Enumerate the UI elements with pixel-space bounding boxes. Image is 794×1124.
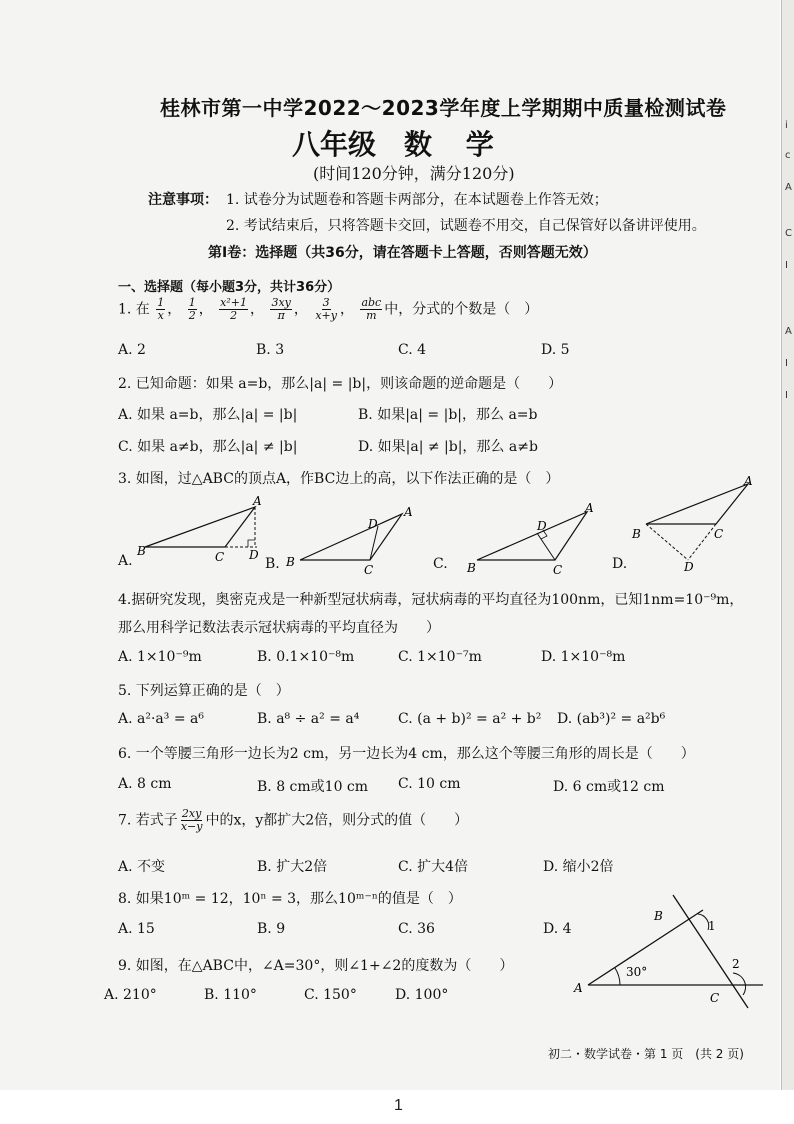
notes-item-1: 1. 试卷分为试题卷和答题卡两部分，在本试题卷上作答无效； xyxy=(226,192,608,208)
q8-option-c: C. 36 xyxy=(398,921,435,937)
q3-option-a: A. xyxy=(118,553,133,569)
q4-line-1: 4.据研究发现，奥密克戎是一种新型冠状病毒，冠状病毒的平均直径为100nm，已知1nm=10⁻⁹m， xyxy=(118,592,744,608)
adjacent-page-edge: i c A C I A I I xyxy=(781,0,794,1090)
svg-text:C: C xyxy=(553,563,563,575)
q3-option-b: B. xyxy=(265,556,280,572)
svg-text:C: C xyxy=(215,550,225,564)
page-footer: 初二・数学试卷・第 1 页 (共 2 页) xyxy=(548,1047,744,1061)
q2-option-d: D. 如果|a| ≠ |b|，那么 a≠b xyxy=(358,439,538,455)
q5-stem: 5. 下列运算正确的是（ ） xyxy=(118,683,290,699)
q2-option-c: C. 如果 a≠b，那么|a| ≠ |b| xyxy=(118,439,298,455)
exam-title: 桂林市第一中学2022～2023学年度上学期期中质量检测试卷 xyxy=(160,96,727,120)
svg-text:1: 1 xyxy=(708,919,716,933)
q1-frac-5: $\frac{3}{x+y}$ xyxy=(315,296,337,322)
svg-text:B: B xyxy=(632,527,641,541)
q1-frac-3: $\frac{\text{x²+1}}{2}$ xyxy=(220,296,248,322)
q8-option-a: A. 15 xyxy=(118,921,155,937)
svg-text:B: B xyxy=(467,561,476,575)
q4-option-c: C. 1×10⁻⁷m xyxy=(398,649,482,665)
q6-option-b: B. 8 cm或10 cm xyxy=(257,779,369,795)
svg-text:C: C xyxy=(710,991,720,1005)
q4-option-d: D. 1×10⁻⁸m xyxy=(541,649,626,665)
q9-option-b: B. 110° xyxy=(204,987,257,1003)
svg-text:A: A xyxy=(585,501,594,515)
part1-title: 第Ⅰ卷：选择题（共36分，请在答题卡上答题，否则答题无效） xyxy=(208,245,597,261)
q9-option-a: A. 210° xyxy=(104,987,157,1003)
q7-stem: 7. 若式子 $\frac{2xy}{x-y}$ 中的x，y都扩大2倍，则分式的值（ ） xyxy=(118,807,469,833)
q1-frac-1: $\frac{1}{x}$ xyxy=(157,296,165,322)
q3-option-c: C. xyxy=(433,556,448,572)
q7-frac: $\frac{2xy}{x-y}$ xyxy=(180,807,203,833)
q1-prefix: 1. 在 xyxy=(118,301,150,318)
svg-text:D: D xyxy=(249,548,259,562)
svg-text:B: B xyxy=(286,555,295,569)
q9-stem: 9. 如图，在△ABC中，∠A=30°，则∠1+∠2的度数为（ ） xyxy=(118,958,514,974)
q3-figure-d xyxy=(628,472,768,572)
q2-option-b: B. 如果|a| = |b|，那么 a=b xyxy=(358,407,538,423)
q3-figure-b xyxy=(282,502,422,577)
q6-option-c: C. 10 cm xyxy=(398,776,461,792)
section1-title: 一、选择题（每小题3分，共计36分） xyxy=(118,280,341,295)
q7-option-c: C. 扩大4倍 xyxy=(398,859,469,875)
notes-item-2: 2. 考试结束后，只将答题卡交回，试题卷不用交，自己保管好以备讲评使用。 xyxy=(226,218,706,234)
q1-frac-2: $\frac{1}{2}$ xyxy=(188,296,196,322)
svg-text:A: A xyxy=(744,474,753,488)
q7-option-a: A. 不变 xyxy=(118,859,166,875)
q2-stem: 2. 已知命题：如果 a=b，那么|a| = |b|，则该命题的逆命题是（ ） xyxy=(118,376,563,392)
q1-frac-6: $\frac{\text{abc}}{m}$ xyxy=(361,296,382,322)
q4-line-2: 那么用科学记数法表示冠状病毒的平均直径为 ） xyxy=(118,620,440,636)
q3-stem: 3. 如图，过△ABC的顶点A，作BC边上的高，以下作法正确的是（ ） xyxy=(118,471,560,487)
q1-option-b: B. 3 xyxy=(256,342,285,358)
q1-suffix: 中，分式的个数是（ ） xyxy=(384,301,539,318)
svg-text:A: A xyxy=(253,495,262,508)
q2-option-a: A. 如果 a=b，那么|a| = |b| xyxy=(118,407,298,423)
q6-option-a: A. 8 cm xyxy=(118,776,172,792)
svg-text:B: B xyxy=(654,909,663,923)
q8-option-b: B. 9 xyxy=(257,921,286,937)
q6-stem: 6. 一个等腰三角形一边长为2 cm，另一边长为4 cm，那么这个等腰三角形的周长是（ ） xyxy=(118,746,695,762)
q5-option-d: D. (ab³)² = a²b⁶ xyxy=(557,711,666,727)
q5-option-c: C. (a + b)² = a² + b² xyxy=(398,711,542,727)
svg-text:A: A xyxy=(574,981,583,995)
svg-text:D: D xyxy=(684,560,694,572)
q8-option-d: D. 4 xyxy=(543,921,572,937)
notes-label: 注意事项： xyxy=(148,192,218,208)
page-number: 1 xyxy=(394,1097,403,1114)
q7-option-d: D. 缩小2倍 xyxy=(543,859,614,875)
q7-option-b: B. 扩大2倍 xyxy=(257,859,328,875)
svg-text:D: D xyxy=(537,519,547,533)
svg-text:B: B xyxy=(137,544,146,558)
q1-option-d: D. 5 xyxy=(541,342,570,358)
svg-text:A: A xyxy=(404,505,413,519)
q9-figure xyxy=(568,890,768,1015)
q1-option-c: C. 4 xyxy=(398,342,427,358)
svg-text:D: D xyxy=(368,517,378,531)
q1-frac-4: $\frac{3xy}{\pi}$ xyxy=(271,296,291,322)
q5-option-b: B. a⁸ ÷ a² = a⁴ xyxy=(257,711,360,727)
q8-stem: 8. 如果10ᵐ = 12，10ⁿ = 3，那么10ᵐ⁻ⁿ的值是（ ） xyxy=(118,891,462,907)
svg-text:30°: 30° xyxy=(626,965,648,979)
q3-option-d: D. xyxy=(612,556,628,572)
q6-option-d: D. 6 cm或12 cm xyxy=(553,779,665,795)
q4-option-a: A. 1×10⁻⁹m xyxy=(118,649,202,665)
q9-option-c: C. 150° xyxy=(304,987,357,1003)
q1-stem: 1. 在 $\frac{1}{x}$ ， $\frac{1}{2}$ ， $\frac{\text{x²+1}}{2}$ ， $\frac{3xy}{\pi}$ ， $\frac{3}{x+y}$ ， $\frac{\text{abc}}{m}$ 中，分式的个数是（ ） xyxy=(118,296,539,322)
q1-option-a: A. 2 xyxy=(118,342,146,358)
q4-option-b: B. 0.1×10⁻⁸m xyxy=(257,649,355,665)
q5-option-a: A. a²·a³ = a⁶ xyxy=(118,711,204,727)
svg-text:C: C xyxy=(714,527,724,541)
time-note: (时间120分钟，满分120分) xyxy=(313,164,515,183)
grade-subject: 八年级 数 学 xyxy=(292,128,494,161)
svg-text:C: C xyxy=(364,563,374,577)
q3-figure-a xyxy=(135,495,270,570)
q9-option-d: D. 100° xyxy=(395,987,449,1003)
q3-figure-c xyxy=(455,500,600,575)
svg-text:2: 2 xyxy=(732,957,740,971)
